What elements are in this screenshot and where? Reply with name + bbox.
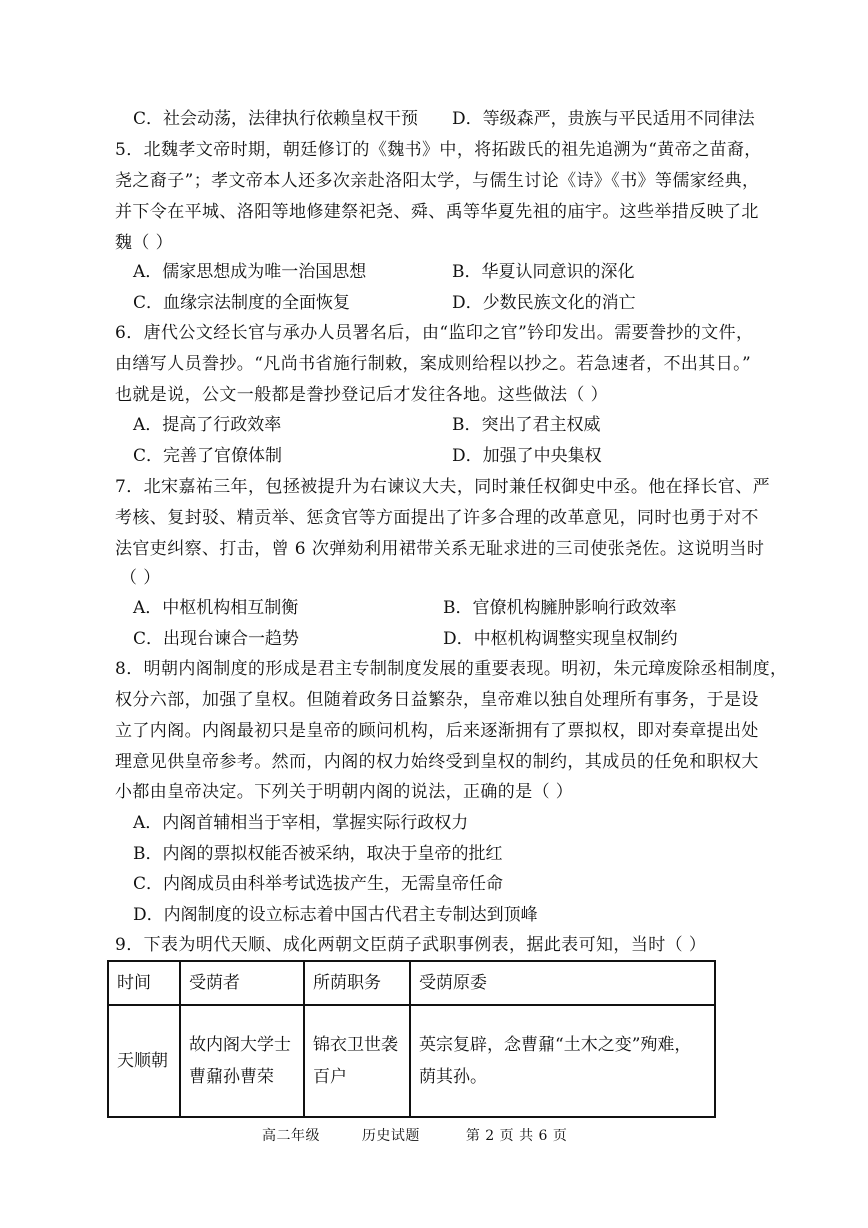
q9-stem: 9．下表为明代天顺、成化两朝文臣荫子武职事例表，据此表可知，当时（ ） — [115, 935, 707, 955]
table-cell: 天顺朝 — [108, 1005, 180, 1117]
q8-option-b: B．内阁的票拟权能否被采纳，取决于皇帝的批红 — [133, 844, 503, 864]
q6-stem-line-2: 由缮写人员誊抄。“凡尚书省施行制敕，案成则给程以抄之。若急速者，不出其日。” — [115, 354, 752, 374]
q8-stem-line-1: 8．明朝内阁制度的形成是君主专制制度发展的重要表现。明初，朱元璋废除丞相制度， — [115, 659, 788, 679]
q6-option-d: D．加强了中央集权 — [452, 446, 602, 466]
q7-option-a: A．中枢机构相互制衡 — [133, 598, 299, 618]
q5-option-d: D．少数民族文化的消亡 — [452, 293, 636, 313]
q8-option-a: A．内阁首辅相当于宰相，掌握实际行政权力 — [133, 813, 469, 833]
table-header-cell: 所荫职务 — [304, 961, 410, 1005]
q5-stem-line-2: 尧之裔子”；孝文帝本人还多次亲赴洛阳太学，与儒生讨论《诗》《书》等儒家经典， — [115, 171, 760, 191]
table-row — [108, 1005, 715, 1117]
q6-stem-line-1: 6．唐代公文经长官与承办人员署名后，由“监印之官”钤印发出。需要誊抄的文件， — [115, 323, 754, 343]
prev-option-c: C．社会动荡，法律执行依赖皇权干预 — [133, 109, 419, 129]
q7-option-c: C．出现台谏合一趋势 — [133, 629, 300, 649]
q5-stem-line-3: 并下令在平城、洛阳等地修建祭祀尧、舜、禹等华夏先祖的庙宇。这些举措反映了北 — [115, 202, 759, 222]
q5-stem-line-4: 魏（ ） — [115, 233, 174, 253]
q7-stem-line-1: 7．北宋嘉祐三年，包拯被提升为右谏议大夫，同时兼任权御史中丞。他在择长官、严 — [115, 477, 771, 497]
q7-stem-line-3: 法官吏纠察、打击，曾 6 次弹劾利用裙带关系无耻求进的三司使张尧佐。这说明当时 — [115, 539, 765, 559]
q8-stem-line-4: 理意见供皇帝参考。然而，内阁的权力始终受到皇权的制约，其成员的任免和职权大 — [115, 752, 759, 772]
footer-grade: 高二年级 — [262, 1128, 320, 1144]
prev-option-d: D．等级森严，贵族与平民适用不同律法 — [452, 109, 755, 129]
footer-page-number: 第 2 页 共 6 页 — [465, 1128, 568, 1144]
q6-stem-line-3: 也就是说，公文一般都是誊抄登记后才发往各地。这些做法（ ） — [115, 385, 609, 405]
q6-option-a: A．提高了行政效率 — [133, 415, 282, 435]
table-cell: 英宗复辟，念曹鼐“土木之变”殉难，荫其孙。 — [410, 1005, 715, 1117]
table-cell: 锦衣卫世袭百户 — [304, 1005, 410, 1117]
table-header-cell: 时间 — [108, 961, 180, 1005]
q7-stem-line-2: 考核、复封驳、精贡举、惩贪官等方面提出了许多合理的改革意见，同时也勇于对不 — [115, 508, 759, 528]
q5-stem-line-1: 5．北魏孝文帝时期，朝廷修订的《魏书》中，将拓跋氏的祖先追溯为“黄帝之苗裔， — [115, 140, 762, 160]
q8-option-d: D．内阁制度的设立标志着中国古代君主专制达到顶峰 — [133, 905, 538, 925]
q7-option-b: B．官僚机构臃肿影响行政效率 — [443, 598, 677, 618]
table-header-cell: 受荫原委 — [410, 961, 715, 1005]
q8-stem-line-3: 立了内阁。内阁最初只是皇帝的顾问机构，后来逐渐拥有了票拟权，即对奏章提出处 — [115, 721, 759, 741]
footer-subject: 历史试题 — [361, 1128, 420, 1144]
table-header-cell: 受荫者 — [180, 961, 304, 1005]
q8-stem-line-5: 小都由皇帝决定。下列关于明朝内阁的说法，正确的是（ ） — [115, 782, 574, 802]
q5-option-b: B．华夏认同意识的深化 — [452, 262, 635, 282]
q6-option-b: B．突出了君主权威 — [452, 415, 601, 435]
q7-stem-line-4: （ ） — [120, 568, 161, 588]
q6-option-c: C．完善了官僚体制 — [133, 446, 283, 466]
q8-stem-line-2: 权分六部，加强了皇权。但随着政务日益繁杂，皇帝难以独自处理所有事务，于是设 — [115, 690, 759, 710]
table-header-row — [108, 961, 715, 1005]
page-footer — [262, 1125, 567, 1145]
q8-option-c: C．内阁成员由科举考试选拔产生，无需皇帝任命 — [133, 874, 504, 894]
q5-option-c: C．血缘宗法制度的全面恢复 — [133, 293, 351, 313]
q9-table — [107, 960, 716, 1118]
q7-option-d: D．中枢机构调整实现皇权制约 — [443, 629, 678, 649]
q5-option-a: A．儒家思想成为唯一治国思想 — [133, 262, 367, 282]
table-cell: 故内阁大学士曹鼐孙曹荣 — [180, 1005, 304, 1117]
